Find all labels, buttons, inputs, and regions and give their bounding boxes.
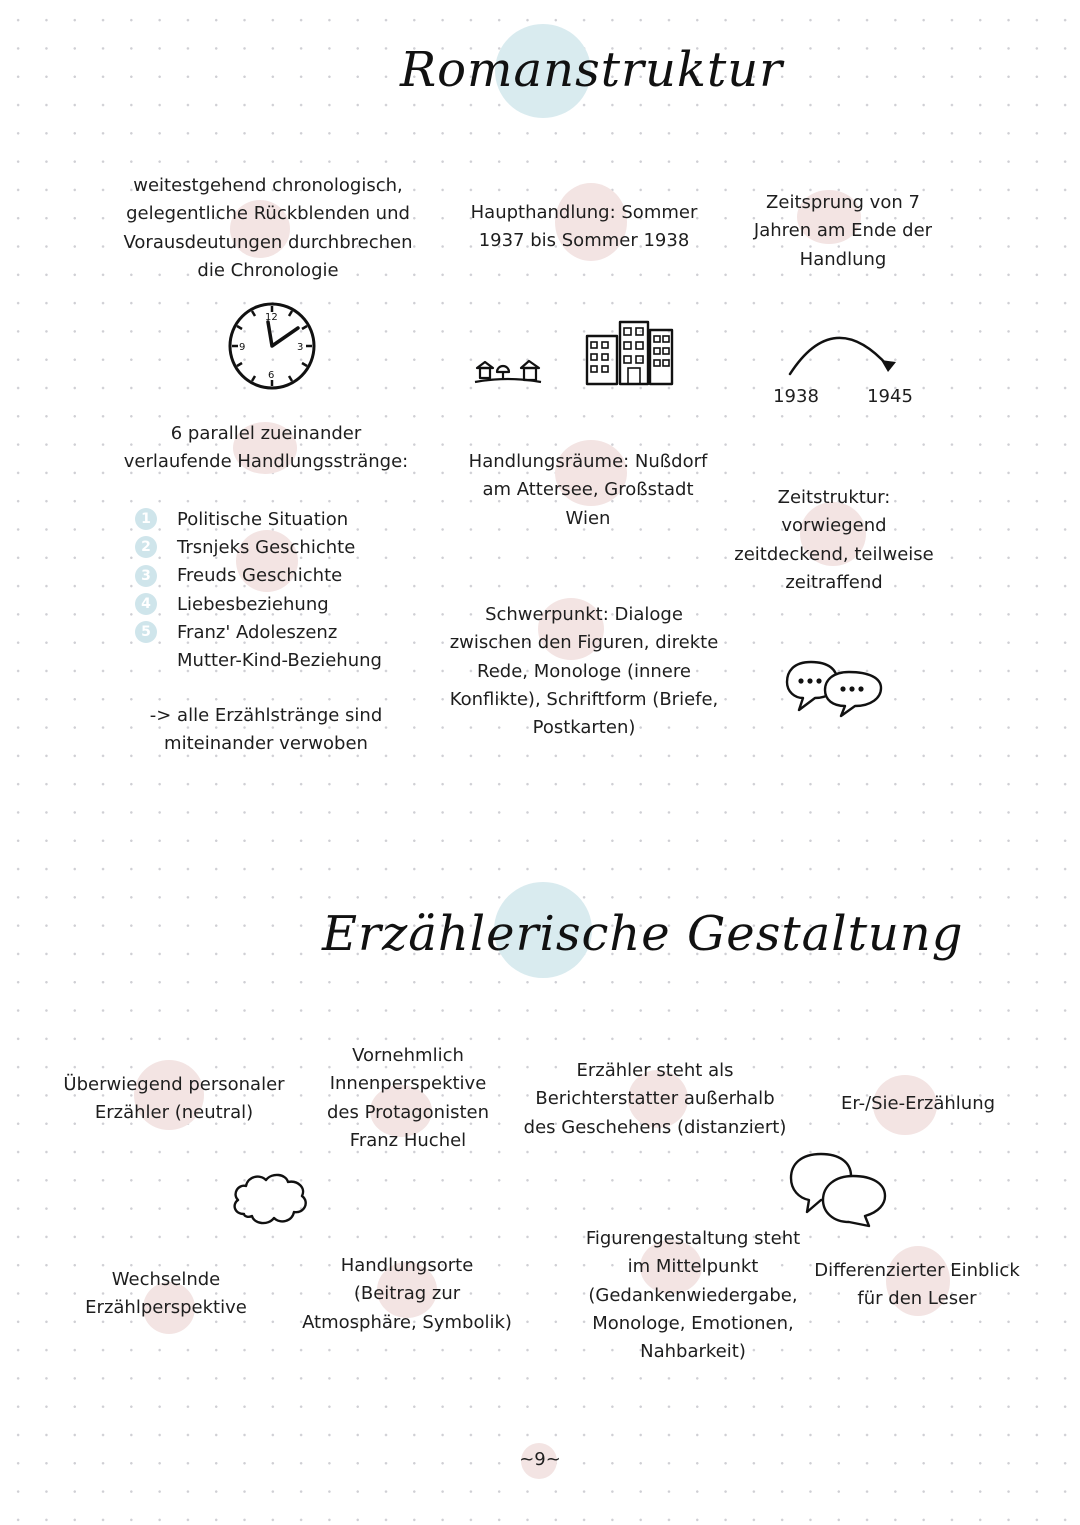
year-end: 1945 bbox=[867, 386, 913, 407]
characters-note: Figurengestaltung steht im Mittelpunkt (Gedankenwiedergabe, Monologe, Emotionen, Nahbarkeit) bbox=[585, 1228, 801, 1363]
settings-note: Handlungsräume: Nußdorf am Attersee, Großstadt Wien bbox=[468, 451, 708, 529]
narrative-form-note: Er-/Sie-Erzählung bbox=[840, 1093, 996, 1114]
strands-note: -> alle Erzählstränge sind miteinander verwoben bbox=[149, 705, 383, 755]
chat-bubbles-icon bbox=[783, 658, 885, 720]
thought-cloud-icon bbox=[230, 1170, 310, 1228]
strands-intro: 6 parallel zueinander verlaufende Handlungsstränge: bbox=[123, 423, 409, 473]
changing-perspective-note: Wechselnde Erzählperspektive bbox=[85, 1269, 247, 1319]
narrator-note: Überwiegend personaler Erzähler (neutral) bbox=[63, 1074, 285, 1124]
number-badge: 3 bbox=[135, 565, 157, 587]
places-note: Handlungsorte (Beitrag zur Atmosphäre, Symbolik) bbox=[302, 1255, 512, 1333]
year-start: 1938 bbox=[773, 386, 819, 407]
insight-note: Differenzierter Einblick für den Leser bbox=[814, 1260, 1020, 1310]
time-jump-note: Zeitsprung von 7 Jahren am Ende der Handlung bbox=[753, 192, 933, 270]
list-item: 3 Freuds Geschichte bbox=[135, 562, 382, 590]
village-icon bbox=[473, 358, 543, 388]
number-badge: 1 bbox=[135, 508, 157, 530]
reporter-note: Erzähler steht als Berichterstatter außerhalb des Geschehens (distanziert) bbox=[523, 1060, 787, 1138]
svg-text:9: 9 bbox=[239, 342, 246, 353]
svg-text:12: 12 bbox=[265, 312, 278, 323]
city-buildings-icon bbox=[584, 318, 676, 388]
clock-icon bbox=[224, 298, 320, 394]
list-item: Mutter-Kind-Beziehung bbox=[135, 646, 382, 674]
perspective-note: Vornehmlich Innenperspektive des Protagonisten Franz Huchel bbox=[326, 1045, 489, 1151]
number-badge bbox=[135, 650, 157, 672]
plot-strands-list bbox=[135, 505, 382, 675]
list-item: 4 Liebesbeziehung bbox=[135, 590, 382, 618]
page-number: ~9~ bbox=[519, 1449, 561, 1470]
timeline-arc-arrow-icon bbox=[784, 324, 904, 380]
main-plot-note: Haupthandlung: Sommer 1937 bis Sommer 1938 bbox=[470, 202, 698, 252]
chronology-note: weitestgehend chronologisch, gelegentliche Rückblenden und Vorausdeutungen durchbrechen die Chronologie bbox=[123, 175, 413, 281]
list-item: 2 Trsnjeks Geschichte bbox=[135, 533, 382, 561]
section-title-erzaehlerische-gestaltung: Erzählerische Gestaltung bbox=[322, 906, 964, 962]
svg-text:3: 3 bbox=[297, 342, 304, 353]
time-structure-note: Zeitstruktur: vorwiegend zeitdeckend, teilweise zeitraffend bbox=[734, 487, 934, 593]
list-item: 1 Politische Situation bbox=[135, 505, 382, 533]
list-item: 5 Franz' Adoleszenz bbox=[135, 618, 382, 646]
section-title-romanstruktur: Romanstruktur bbox=[400, 42, 784, 98]
number-badge: 2 bbox=[135, 536, 157, 558]
svg-text:6: 6 bbox=[268, 370, 275, 381]
speech-bubbles-icon bbox=[787, 1150, 889, 1230]
number-badge: 5 bbox=[135, 621, 157, 643]
focus-note: Schwerpunkt: Dialoge zwischen den Figuren, direkte Rede, Monologe (innere Konflikte), Schriftform (Briefe, Postkarten) bbox=[449, 604, 719, 739]
number-badge: 4 bbox=[135, 593, 157, 615]
